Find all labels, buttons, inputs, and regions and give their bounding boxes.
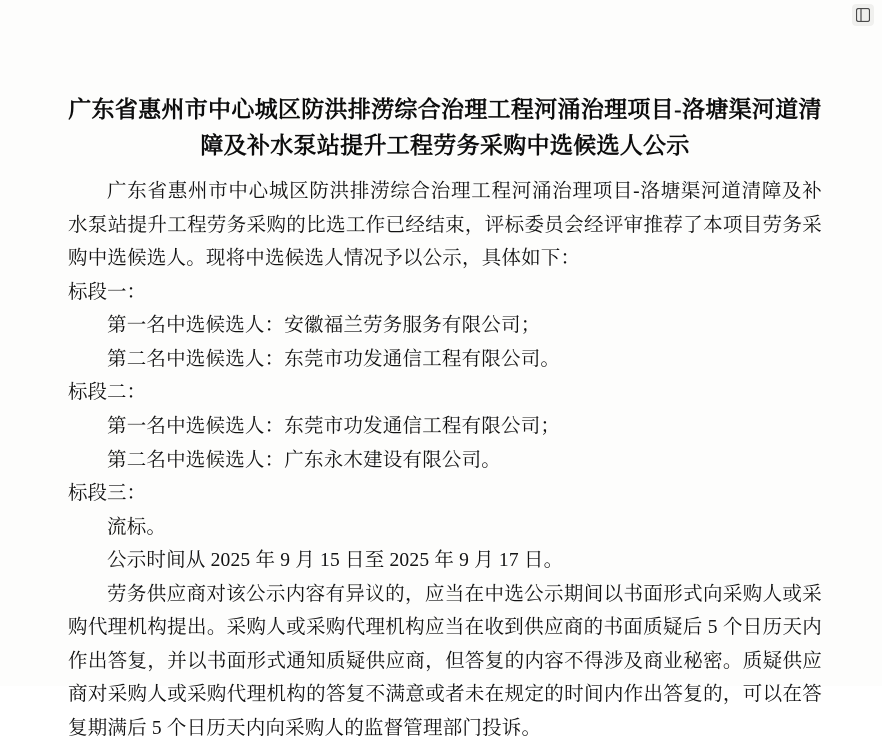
lot-2-entry-1: 第一名中选候选人：东莞市功发通信工程有限公司； <box>107 416 561 437</box>
page-title: 广东省惠州市中心城区防洪排涝综合治理工程河涌治理项目-洛塘渠河道清障及补水泵站提升工程劳务采购中选候选人公示 <box>68 97 822 158</box>
lot-3-entry-1: 流标。 <box>107 516 167 538</box>
lot-label-3: 标段三： <box>68 483 147 505</box>
lot-1-entry-1: 第一名中选候选人：安徽福兰劳务服务有限公司； <box>107 315 541 337</box>
lot-label-2: 标段二： <box>68 382 147 404</box>
lot-1-entry-2: 第二名中选候选人：东莞市功发通信工程有限公司。 <box>107 348 561 370</box>
objection-paragraph: 劳务供应商对该公示内容有异议的，应当在中选公示期间以书面形式向采购人或采购代理机构提出。采购人或采购代理机构应当在收到供应商的书面质疑后 5 个日历天内作出答复，并以书面形式通知质疑供应商，但答复的内容不得涉及商业秘密。质疑供应商对采购人或采购代理机构的答复不满意或者未在规定的时间内作出答复的，可以在答复期满后 5 个日历天内向采购人的监督管理部门投诉。 <box>68 583 822 739</box>
notice-period: 公示时间从 2025 年 9 月 15 日至 2025 年 9 月 17 日。 <box>107 550 564 572</box>
lot-2-entry-2: 第二名中选候选人：广东永木建设有限公司。 <box>107 449 502 471</box>
intro-paragraph: 广东省惠州市中心城区防洪排涝综合治理工程河涌治理项目-洛塘渠河道清障及补水泵站提升工程劳务采购的比选工作已经结束，评标委员会经评审推荐了本项目劳务采购中选候选人。现将中选候选人情况予以公示，具体如下： <box>68 181 822 270</box>
lot-label-1: 标段一： <box>68 281 147 303</box>
